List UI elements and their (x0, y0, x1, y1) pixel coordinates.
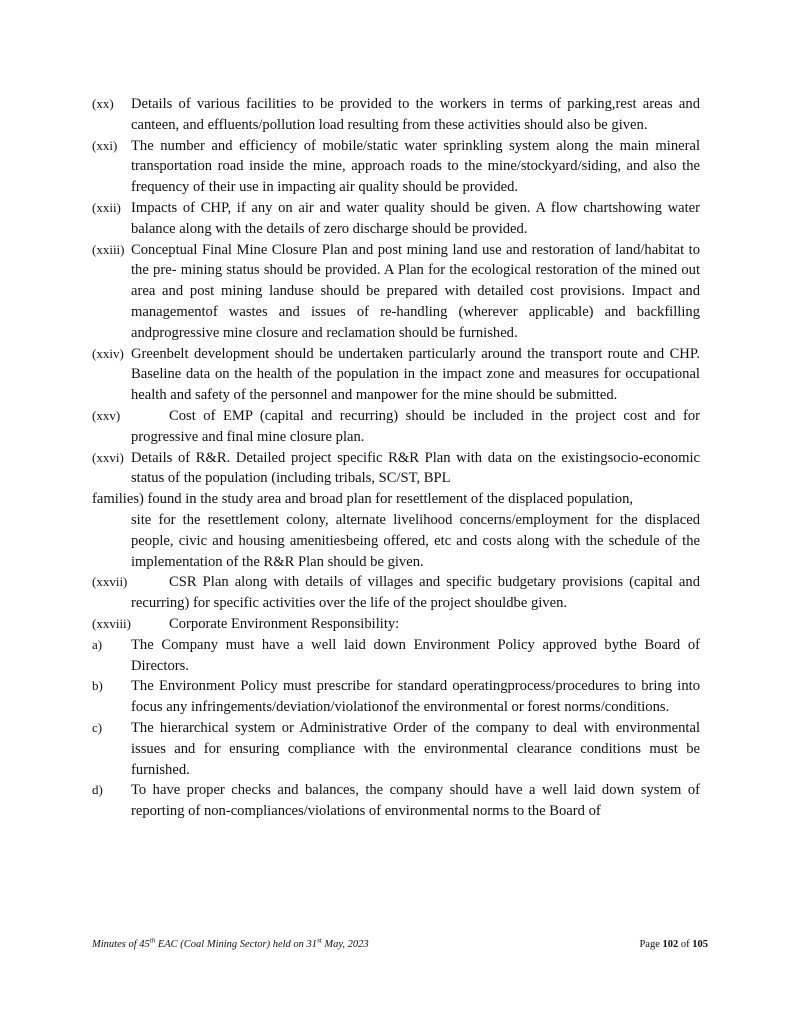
clause-number: (xxiv) (92, 345, 124, 361)
clause-number: (xxvi) (92, 449, 124, 465)
document-body (92, 94, 700, 822)
page-current: 102 (662, 939, 679, 950)
clause-xxviii (92, 614, 700, 635)
sub-clause-c (92, 718, 700, 780)
sub-clause-d (92, 780, 700, 822)
footer-minutes-post: May, 2023 (321, 939, 369, 950)
clause-number: (xxviii) (92, 615, 131, 631)
clause-text: CSR Plan along with details of villages and specific budgetary provisions (capital and recurring) for specific activities over the life of the project shouldbe given. (131, 574, 700, 612)
clause-text: Corporate Environment Responsibility: (169, 615, 400, 632)
clause-number: (xx) (92, 96, 114, 111)
footer-minutes-pre: Minutes of 45 (92, 939, 150, 950)
clause-xxv (92, 406, 700, 448)
footer-sup-st: st (317, 936, 322, 945)
clause-text-rest: site for the resettlement colony, alternate livelihood concerns/employment for the displaced people, civic and housing amenitiesbeing offered, etc and costs along with the schedule of the implementation of the R&R Plan should be given. (131, 511, 700, 570)
clause-text: The Company must have a well laid down Environment Policy approved bythe Board of Directors. (131, 636, 700, 674)
clause-xxvii (92, 572, 700, 614)
page-label: Page (639, 939, 663, 950)
clause-text: Greenbelt development should be undertaken particularly around the transport route and CHP. Baseline data on the health of the population in the impact zone and measures for occupational health and safety of the personnel and manpower for the mine should be submitted. (131, 345, 700, 404)
clause-xx (92, 94, 700, 136)
clause-text: Conceptual Final Mine Closure Plan and post mining land use and restoration of land/habitat to the pre- mining status should be provided. A Plan for the ecological restoration of the mined out area and post mining landuse should be prepared with detailed cost provisions. Impact and managementof wastes and issues of re-handling (wherever applicable) and backfilling andprogressive mine closure and reclamation should be furnished. (131, 241, 700, 341)
footer-minutes (92, 938, 369, 952)
clause-text: Impacts of CHP, if any on air and water quality should be given. A flow chartshowing water balance along with the details of zero discharge should be provided. (131, 199, 700, 237)
page-of: of (678, 939, 693, 950)
clause-number: (xxii) (92, 199, 121, 215)
clause-text: The number and efficiency of mobile/static water sprinkling system along the main mineral transportation road inside the mine, approach roads to the mine/stockyard/siding, and also the frequency of their use in impacting air quality should be provided. (131, 137, 700, 196)
clause-xxiii (92, 240, 700, 344)
clause-number: (xxv) (92, 407, 121, 423)
clause-xxvi (92, 448, 700, 573)
footer-minutes-mid: EAC (Coal Mining Sector) held on 31 (155, 939, 318, 950)
clause-text: The Environment Policy must prescribe for standard operatingprocess/procedures to bring into focus any infringements/deviation/violationof the environmental or forest norms/conditions. (131, 678, 700, 716)
clause-xxi (92, 136, 700, 198)
clause-xxiv (92, 344, 700, 406)
clause-xxii (92, 198, 700, 240)
clause-text: Cost of EMP (capital and recurring) should be included in the project cost and for progressive and final mine closure plan. (131, 407, 700, 445)
clause-text: Details of various facilities to be provided to the workers in terms of parking,rest areas and canteen, and effluents/pollution load resulting from these activities should also be given. (131, 96, 700, 133)
sub-clause-a (92, 635, 700, 677)
sub-clause-b (92, 676, 700, 718)
clause-text: Details of R&R. Detailed project specific R&R Plan with data on the existingsocio-economic status of the population (including tribals, SC/ST, BPL (131, 449, 700, 487)
clause-number: (xxvii) (92, 574, 128, 590)
clause-number: d) (92, 782, 103, 798)
clause-text: The hierarchical system or Administrative Order of the company to deal with environmental issues and for ensuring compliance with the environmental clearance conditions must be furnished. (131, 719, 700, 778)
clause-number: b) (92, 678, 103, 694)
clause-number: a) (92, 636, 103, 652)
page-number (639, 938, 708, 952)
clause-number: (xxi) (92, 137, 118, 153)
clause-number: (xxiii) (92, 241, 125, 257)
clause-text: To have proper checks and balances, the company should have a well laid down system of reporting of non-compliances/violations of environmental norms to the Board of (131, 782, 700, 820)
footer-sup-th: th (149, 936, 156, 945)
clause-number: c) (92, 719, 103, 735)
page-total: 105 (692, 939, 708, 950)
clause-text-continued: families) found in the study area and broad plan for resettlement of the displaced population, (92, 491, 634, 508)
